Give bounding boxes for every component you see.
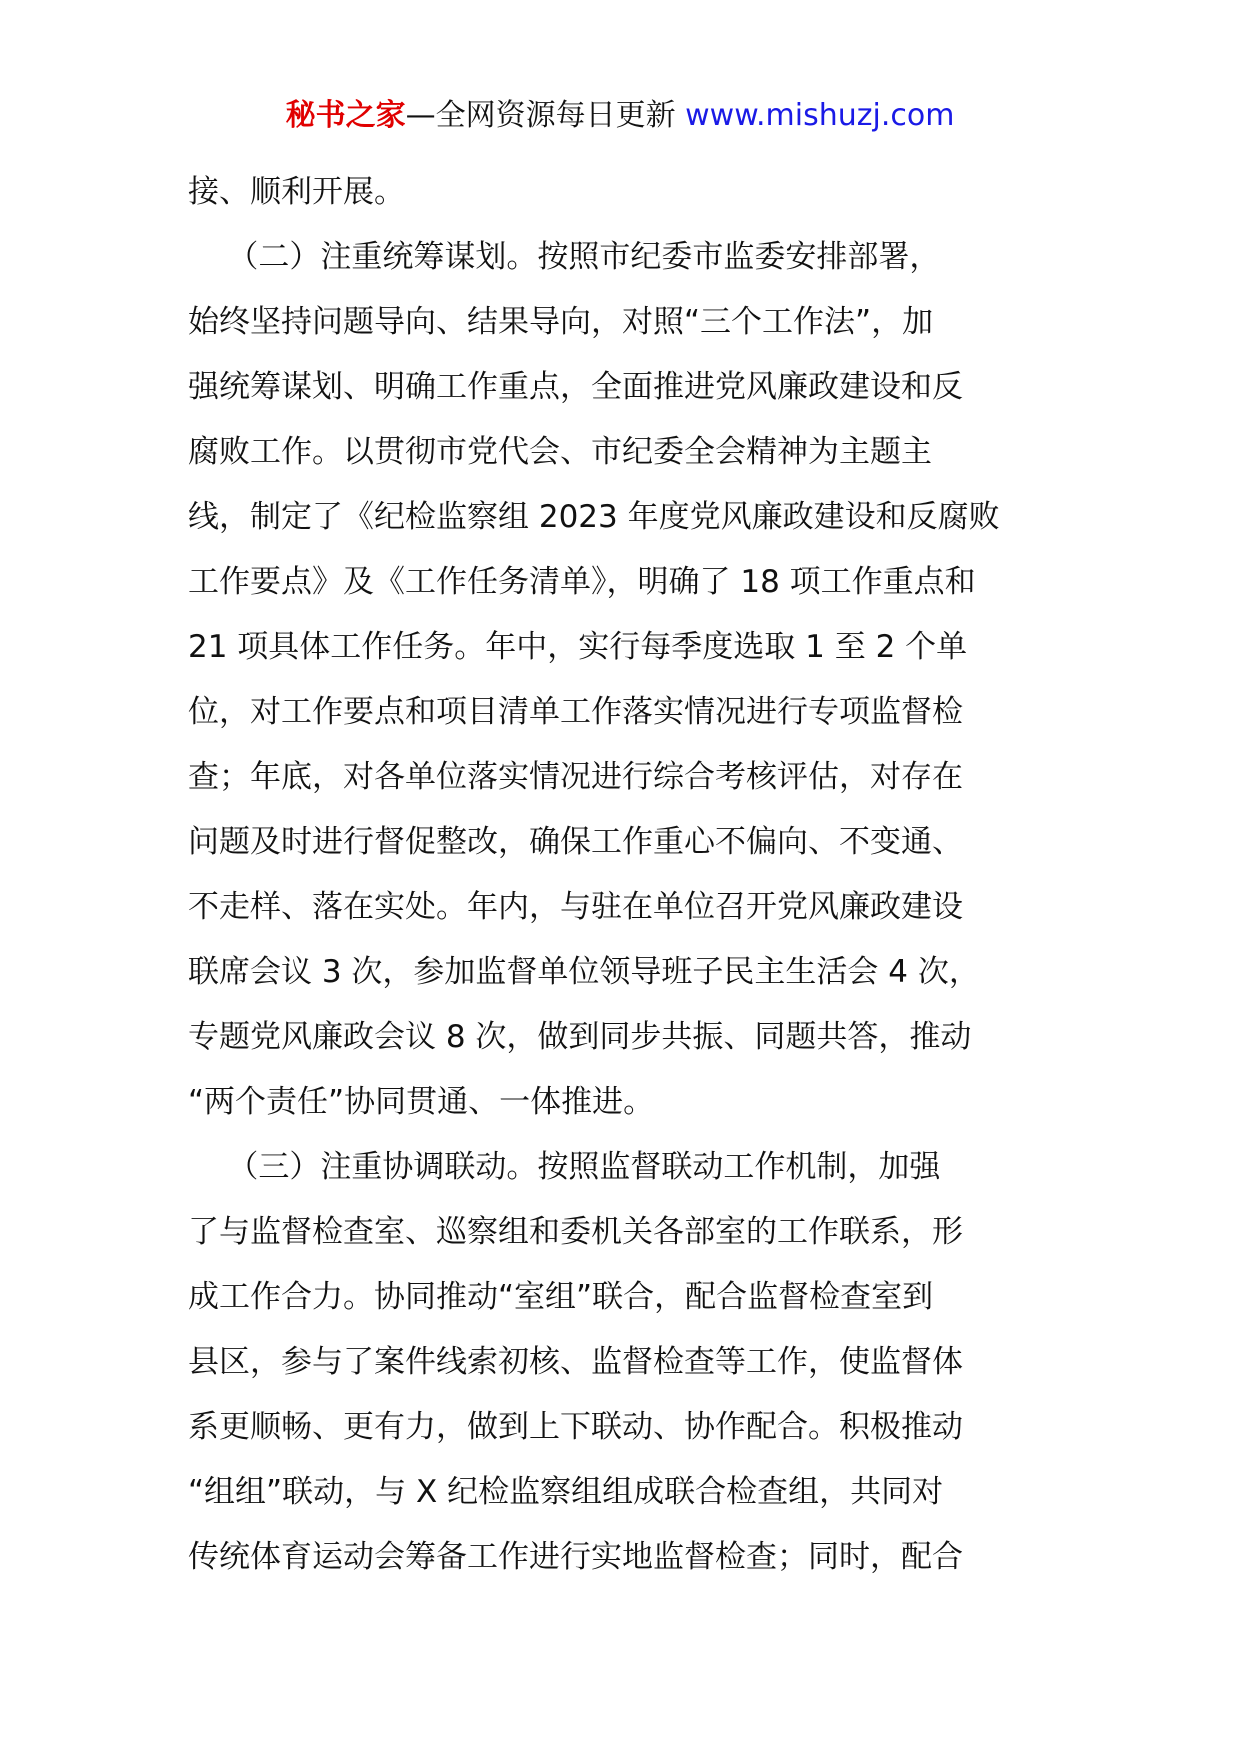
text-line: （二）注重统筹谋划。按照市纪委市监委安排部署，	[188, 239, 941, 275]
text-line: （三）注重协调联动。按照监督联动工作机制，加强	[188, 1149, 941, 1185]
text-line: “组组”联动，与 X 纪检监察组组成联合检查组，共同对	[188, 1474, 944, 1510]
page-header	[0, 96, 1240, 136]
brand-name: 秘书之家	[285, 98, 406, 133]
header-slogan: —全网资源每日更新	[405, 98, 686, 133]
document-body	[188, 160, 1058, 1590]
text-line: 联席会议 3 次，参加监督单位领导班子民主生活会 4 次，	[188, 954, 980, 990]
text-line: 工作要点》及《工作任务清单》，明确了 18 项工作重点和	[188, 564, 976, 600]
text-line: 始终坚持问题导向、结果导向，对照“三个工作法”，加	[188, 304, 934, 340]
text-line: 传统体育运动会筹备工作进行实地监督检查；同时，配合	[188, 1539, 963, 1575]
website-link[interactable]: www.mishuzj.com	[685, 98, 955, 133]
text-line: 21 项具体工作任务。年中，实行每季度选取 1 至 2 个单	[188, 629, 968, 665]
text-line: 接、顺利开展。	[188, 174, 405, 210]
text-line: 县区，参与了案件线索初核、监督检查等工作，使监督体	[188, 1344, 963, 1380]
text-line: 了与监督检查室、巡察组和委机关各部室的工作联系，形	[188, 1214, 963, 1250]
text-line: 腐败工作。以贯彻市党代会、市纪委全会精神为主题主	[188, 434, 932, 470]
text-line: 专题党风廉政会议 8 次，做到同步共振、同题共答，推动	[188, 1019, 972, 1055]
text-line: 问题及时进行督促整改，确保工作重心不偏向、不变通、	[188, 824, 963, 860]
text-line: 位，对工作要点和项目清单工作落实情况进行专项监督检	[188, 694, 963, 730]
text-line: 强统筹谋划、明确工作重点，全面推进党风廉政建设和反	[188, 369, 963, 405]
text-line: 线，制定了《纪检监察组 2023 年度党风廉政建设和反腐败	[188, 499, 1000, 535]
text-line: 不走样、落在实处。年内，与驻在单位召开党风廉政建设	[188, 889, 963, 925]
text-line: 查；年底，对各单位落实情况进行综合考核评估，对存在	[188, 759, 963, 795]
text-line: “两个责任”协同贯通、一体推进。	[188, 1084, 655, 1120]
text-line: 系更顺畅、更有力，做到上下联动、协作配合。积极推动	[188, 1409, 963, 1445]
text-line: 成工作合力。协同推动“室组”联合，配合监督检查室到	[188, 1279, 934, 1315]
